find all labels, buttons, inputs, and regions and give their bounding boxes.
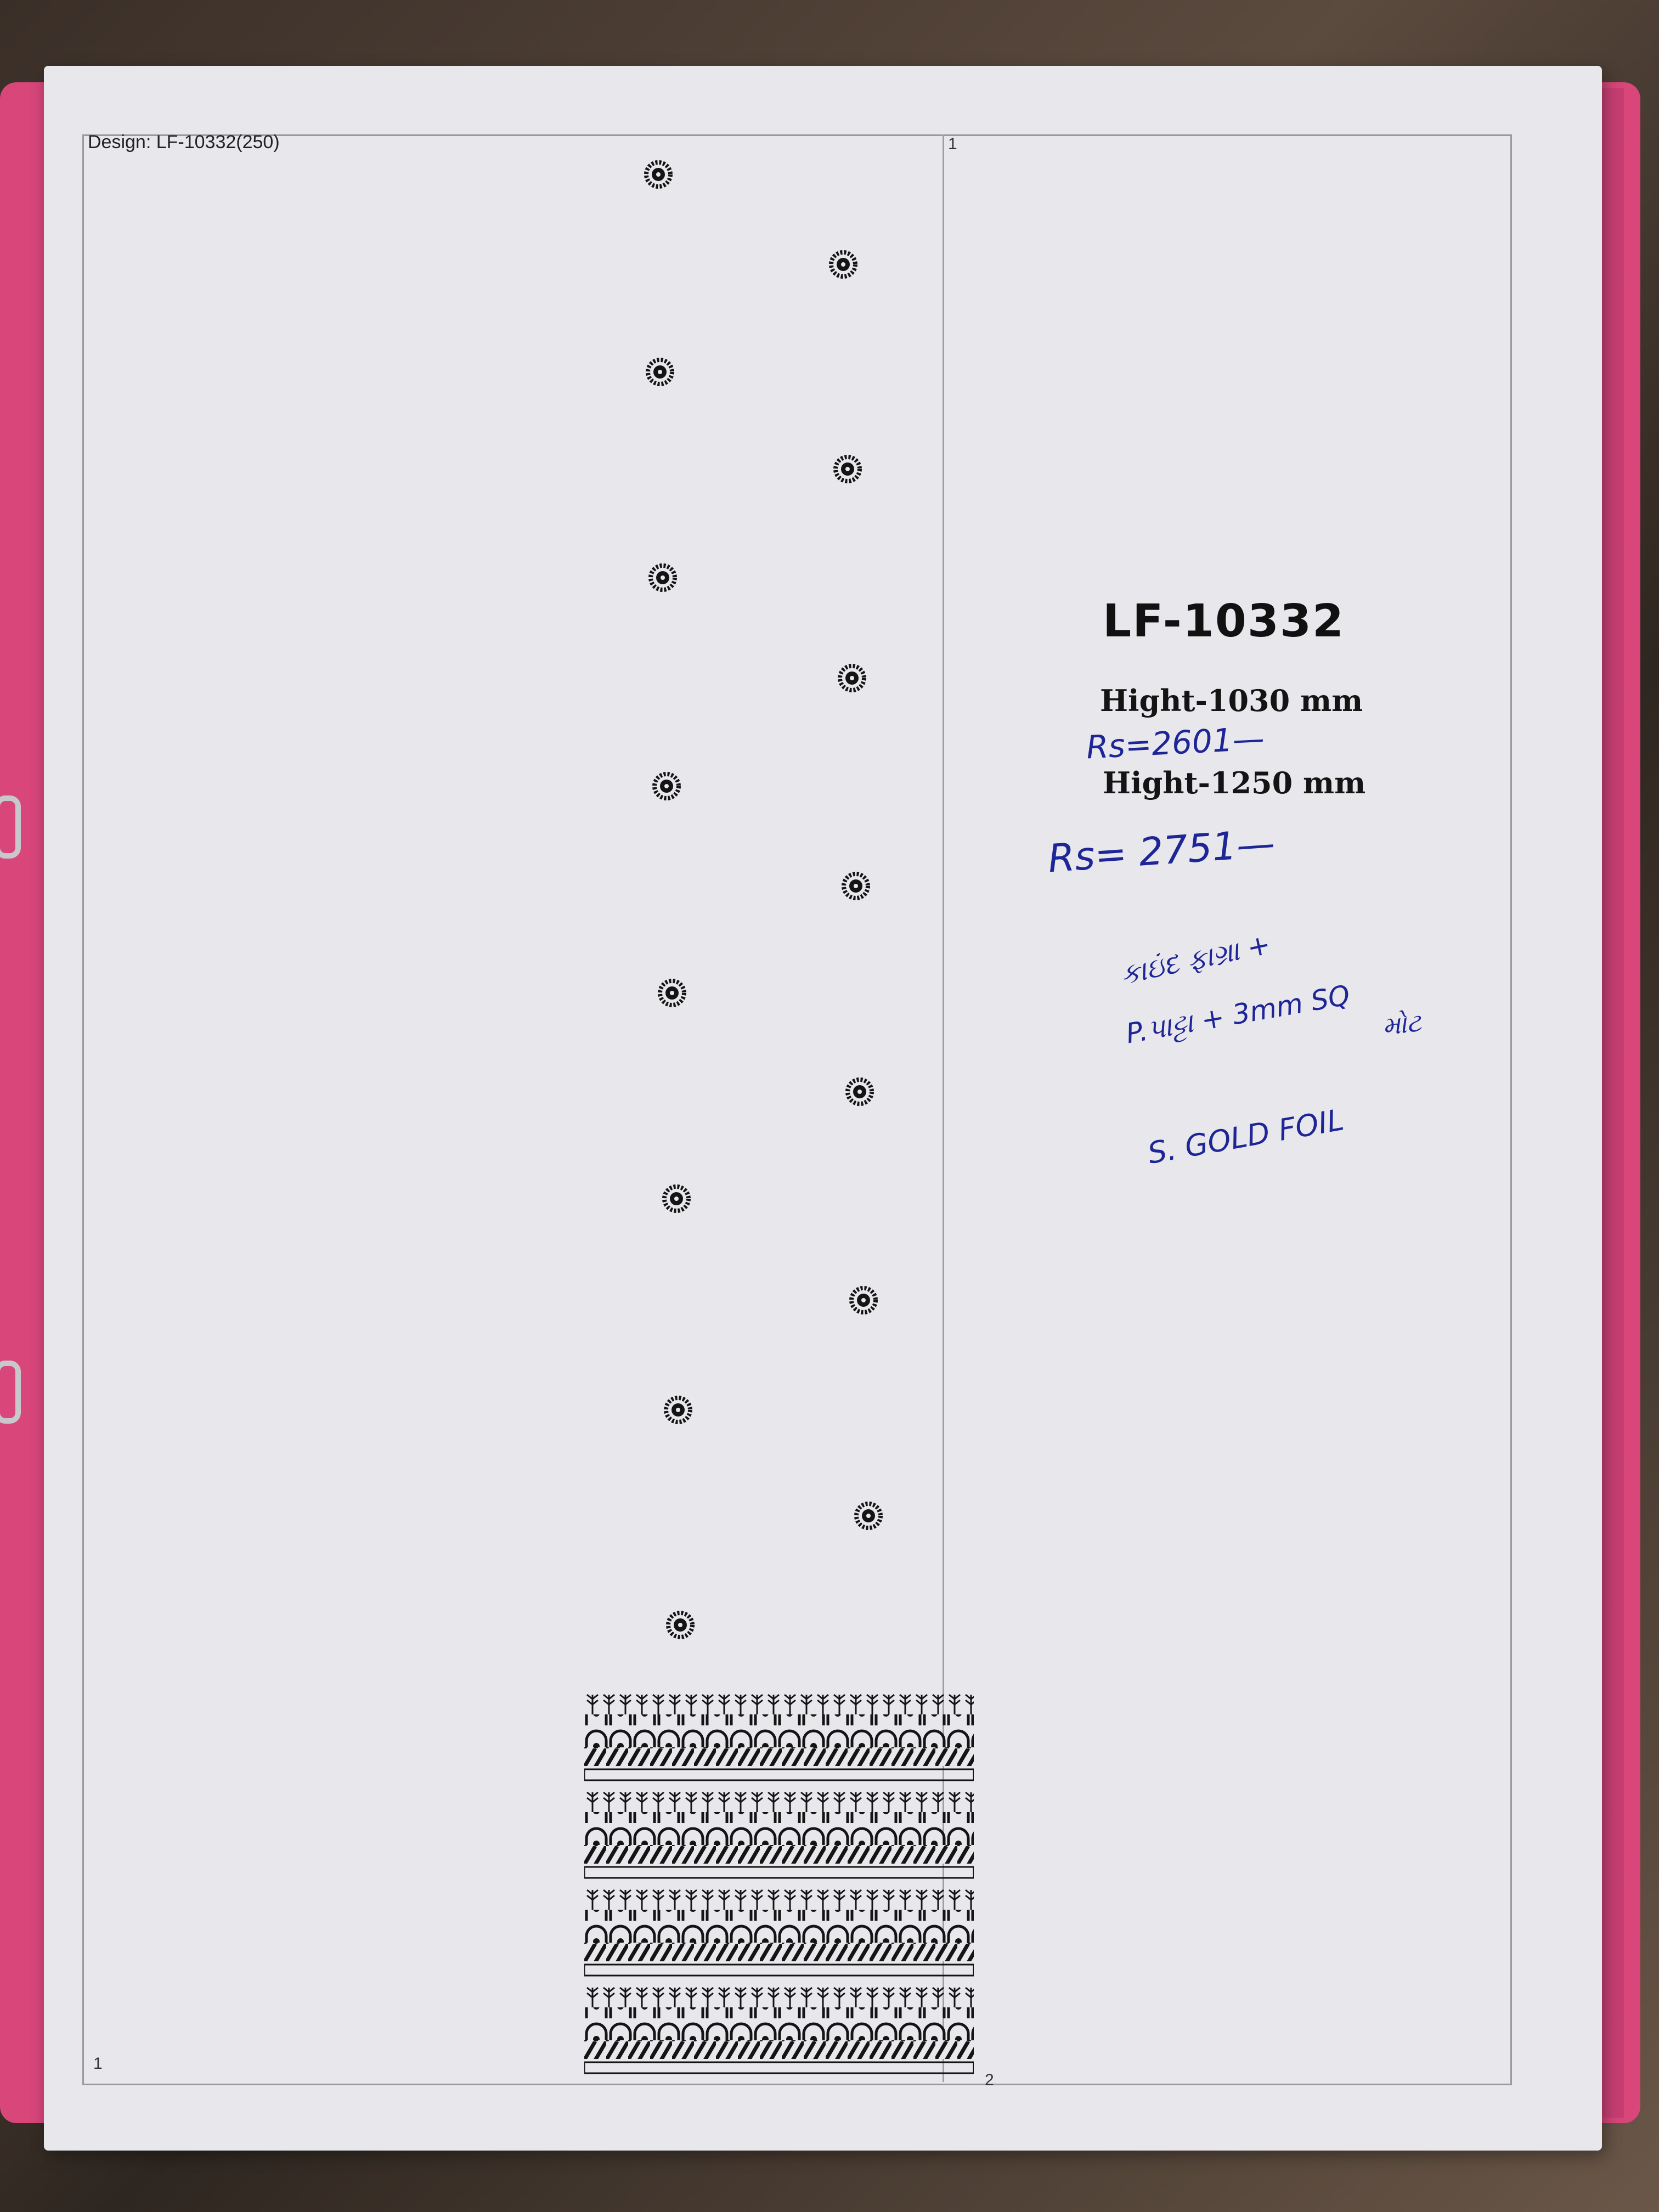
handwritten-note-3: મોટ bbox=[1381, 1007, 1423, 1041]
product-code: LF-10332 bbox=[1103, 595, 1345, 647]
handwritten-note-4: S. GOLD FOIL bbox=[1145, 1102, 1347, 1171]
flower-motif-icon bbox=[843, 1075, 876, 1108]
spec-height-2: Hight-1250 mm bbox=[1103, 765, 1366, 800]
flower-motif-icon bbox=[664, 1609, 697, 1641]
flower-motif-icon bbox=[650, 770, 683, 803]
flower-motif-icon bbox=[646, 561, 679, 594]
design-label: Design: LF-10332(250) bbox=[88, 132, 280, 153]
page-number-bottom-mid: 2 bbox=[985, 2071, 994, 2089]
flower-motif-icon bbox=[831, 453, 864, 486]
handwritten-note-1: કાઇંદ ફાગ્રા + bbox=[1117, 928, 1273, 991]
page-number-top: 1 bbox=[948, 135, 957, 153]
flower-motif-icon bbox=[644, 356, 676, 388]
flower-motif-icon bbox=[642, 158, 675, 191]
handwritten-note-2: P.પાટ્ટા + 3mm SQ bbox=[1124, 979, 1352, 1050]
flower-motif-icon bbox=[662, 1393, 695, 1426]
flower-motif-icon bbox=[660, 1182, 693, 1215]
flower-motif-icon bbox=[852, 1499, 885, 1532]
flower-motif-icon bbox=[847, 1284, 880, 1317]
flower-motif-icon bbox=[827, 248, 860, 281]
binder-ring-top bbox=[0, 795, 21, 859]
handwritten-price-1: Rs=2601— bbox=[1085, 719, 1266, 766]
flower-motif-icon bbox=[836, 662, 868, 695]
binder-ring-bottom bbox=[0, 1361, 21, 1424]
flower-motif-icon bbox=[656, 977, 689, 1009]
handwritten-price-2: Rs= 2751— bbox=[1046, 820, 1277, 882]
page-number-bottom-left: 1 bbox=[93, 2055, 103, 2073]
border-pattern bbox=[584, 1692, 974, 2076]
spec-height-1: Hight-1030 mm bbox=[1100, 683, 1363, 718]
flower-motif-icon bbox=[839, 870, 872, 902]
